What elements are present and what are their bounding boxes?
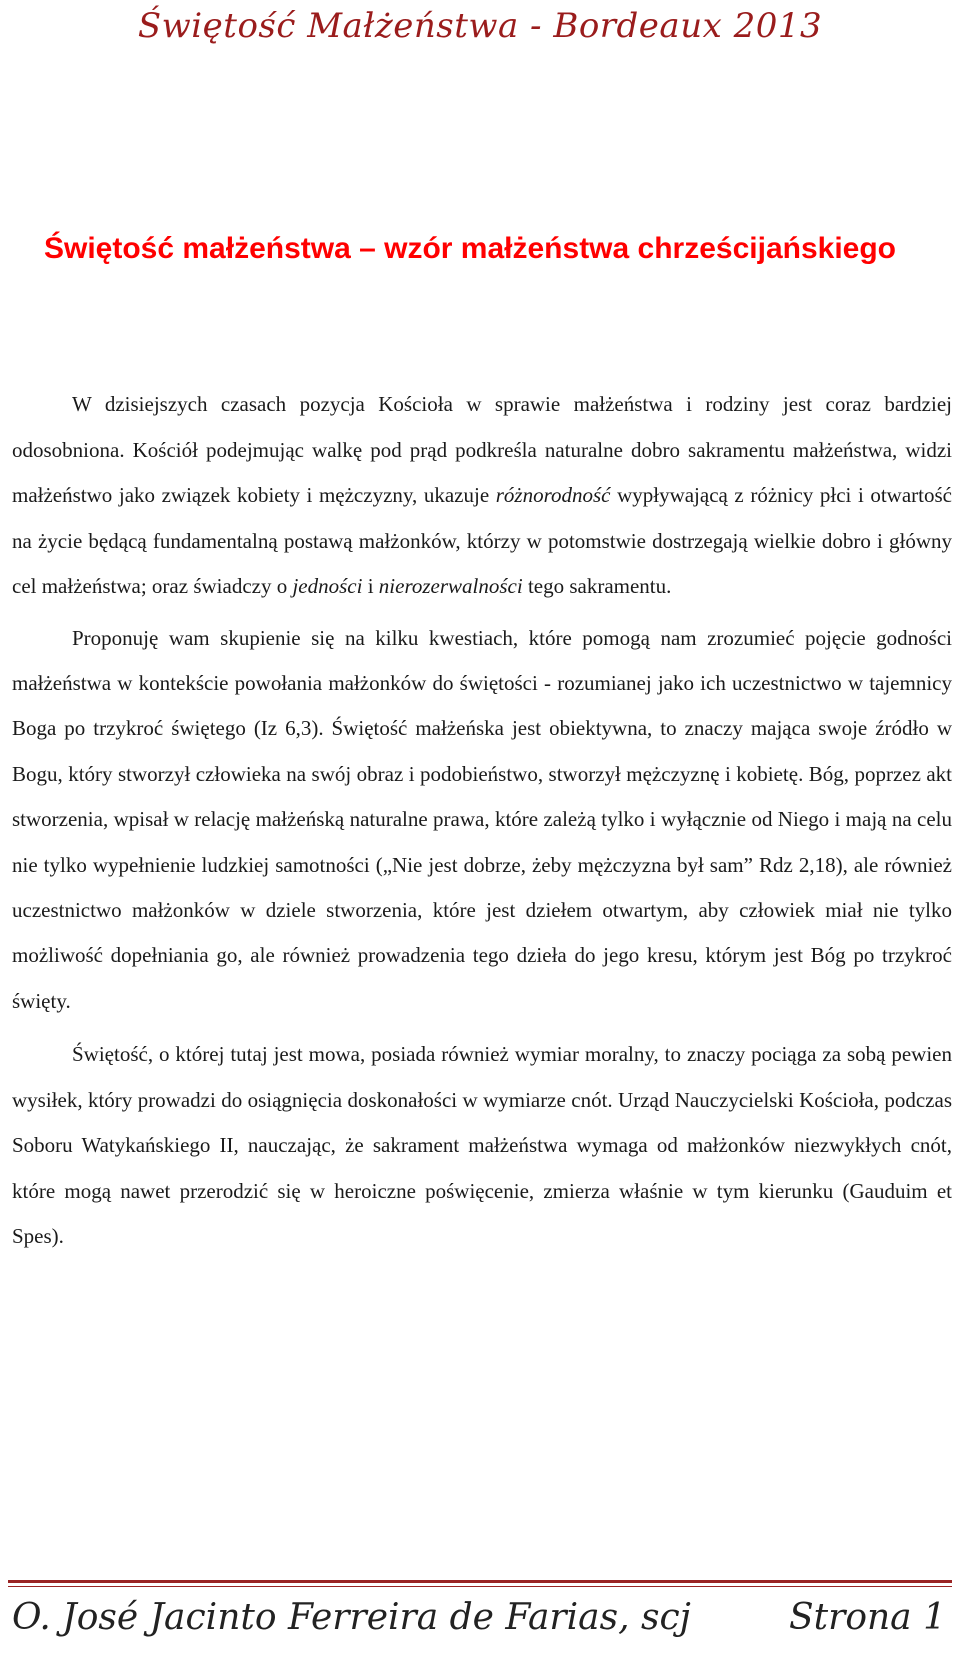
footer-page-number: Strona 1 bbox=[788, 1597, 946, 1638]
document-body bbox=[12, 382, 952, 1260]
paragraph-3: Świętość, o której tutaj jest mowa, posiada również wymiar moralny, to znaczy pociąga za sobą pewien wysiłek, który prowadzi do osiągnięcia doskonałości w wymiarze cnót. Urząd Nauczycielski Kościoła, podczas Soboru Watykańskiego II, nauczając, że sakrament małżeństwa wymaga od małżonków niezwykłych cnót, które mogą nawet przerodzić się w heroiczne poświęcenie, zmierza właśnie w tym kierunku (Gauduim et Spes). bbox=[12, 1042, 952, 1249]
footer-divider-thin bbox=[8, 1586, 952, 1587]
paragraph-2: Proponuję wam skupienie się na kilku kwestiach, które pomogą nam zrozumieć pojęcie godności małżeństwa w kontekście powołania małżonków do świętości - rozumianej jako ich uczestnictwo w tajemnicy Boga po trzykroć świętego (Iz 6,3). Świętość małżeńska jest obiektywna, to znaczy mająca swoje źródło w Bogu, który stworzył człowieka na swój obraz i podobieństwo, stworzył mężczyznę i kobietę. Bóg, poprzez akt stworzenia, wpisał w relację małżeńską naturalne prawa, które zależą tylko i wyłącznie od Niego i mają na celu nie tylko wypełnienie ludzkiej samotności („Nie jest dobrze, żeby mężczyzna był sam” Rdz 2,18), ale również uczestnictwo małżonków w dziele stworzenia, które jest dziełem otwartym, aby człowiek miał nie tylko możliwość dopełniania go, ale również prowadzenia tego dzieła do jego kresu, którym jest Bóg po trzykroć święty. bbox=[12, 625, 952, 1013]
footer-divider-thick bbox=[8, 1580, 952, 1583]
footer-author: O. José Jacinto Ferreira de Farias, scj bbox=[12, 1597, 691, 1638]
emphasis-nierozerwalnosci: nierozerwalności bbox=[378, 574, 523, 598]
paragraph-1-text-b: wypływającą z różnicy płci i otwartość na życie będącą fundamentalną postawą małżonków, którzy w potomstwie dostrzegają wielkie dobro i główny cel małżeństwa; oraz świadczy o bbox=[12, 483, 952, 598]
emphasis-jednosci: jedności bbox=[292, 574, 363, 598]
document-title: Świętość małżeństwa – wzór małżeństwa chrześcijańskiego bbox=[44, 232, 896, 265]
paragraph-1-text-d: tego sakramentu. bbox=[522, 574, 672, 598]
emphasis-roznorodnosc: różnorodność bbox=[495, 483, 611, 507]
paragraph-1-text-a: W dzisiejszych czasach pozycja Kościoła w sprawie małżeństwa i rodziny jest coraz bardziej odosobniona. Kościół podejmując walkę pod prąd podkreśla naturalne dobro sakramentu małżeństwa, widzi małżeństwo jako związek kobiety i mężczyzny, ukazuje bbox=[12, 392, 952, 507]
paragraph-1-text-c: i bbox=[362, 574, 379, 598]
paragraph-1 bbox=[12, 382, 952, 610]
running-header: Świętość Małżeństwa - Bordeaux 2013 bbox=[137, 6, 823, 46]
